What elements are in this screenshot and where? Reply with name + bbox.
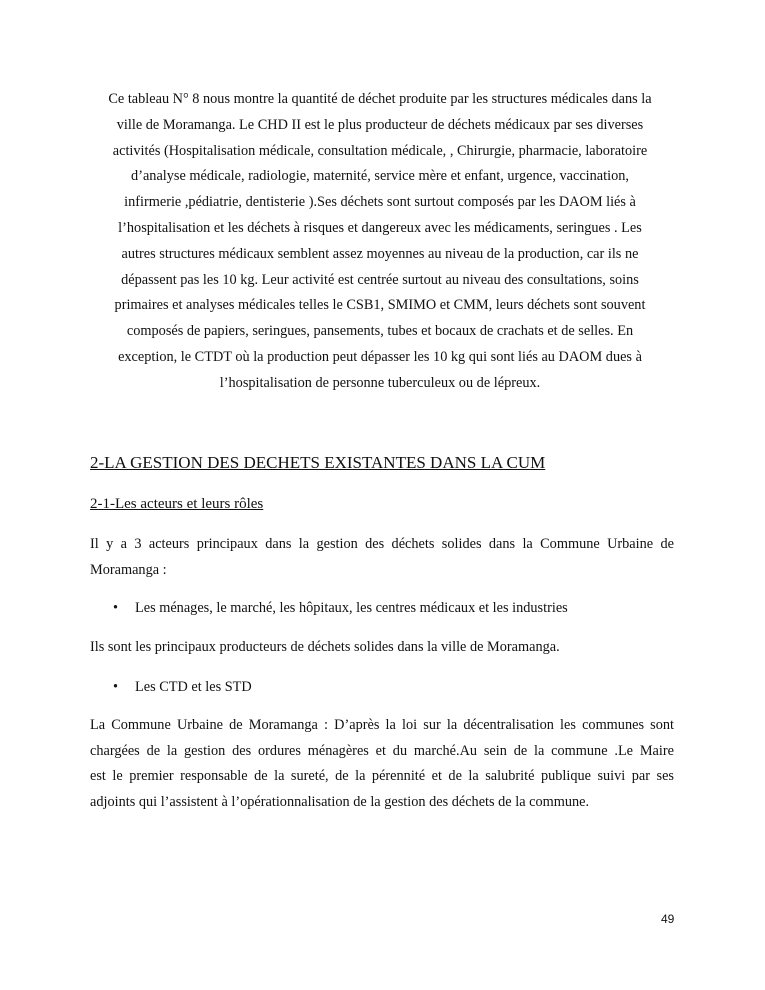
intro-line: l’hospitalisation de personne tuberculeux ou de lépreux. xyxy=(219,374,541,391)
bullet-item xyxy=(113,678,252,696)
intro-line: ville de Moramanga. Le CHD II est le plus producteur de déchets médicaux par ses diverses xyxy=(116,116,644,133)
bullet-item xyxy=(113,599,568,617)
bullet-text: Les CTD et les STD xyxy=(135,679,252,695)
intro-line: primaires et analyses médicales telles le CSB1, SMIMO et CMM, leurs déchets sont souvent xyxy=(114,297,646,314)
bullet-text: Les ménages, le marché, les hôpitaux, les centres médicaux et les industries xyxy=(135,600,568,616)
intro-line: activités (Hospitalisation médicale, consultation médicale, , Chirurgie, pharmacie, laboratoire xyxy=(112,142,648,159)
paragraph-line: est le premier responsable de la sureté, de la pérennité et de la salubrité publique suivi par ses xyxy=(90,768,674,784)
paragraph-line: Moramanga : xyxy=(90,562,167,578)
intro-line: composés de papiers, seringues, pansements, tubes et bocaux de crachats et de selles. En xyxy=(126,323,634,340)
intro-line: l’hospitalisation et les déchets à risques et dangereux avec les médicaments, seringues . Les xyxy=(118,220,642,236)
subsection-heading: 2-1-Les acteurs et leurs rôles xyxy=(90,496,264,512)
paragraph-line: Ils sont les principaux producteurs de déchets solides dans la ville de Moramanga. xyxy=(90,639,560,655)
paragraph-line: Il y a 3 acteurs principaux dans la gestion des déchets solides dans la Commune Urbaine de xyxy=(90,536,674,552)
intro-line: exception, le CTDT où la production peut dépasser les 10 kg qui sont liés au DAOM dues à xyxy=(118,349,642,365)
intro-line: dépassent pas les 10 kg. Leur activité est centrée surtout au niveau des consultations, soins xyxy=(121,271,639,288)
paragraph-line: La Commune Urbaine de Moramanga : D’après la loi sur la décentralisation les communes sont xyxy=(90,717,674,733)
intro-line: infirmerie ,pédiatrie, dentisterie ).Ses déchets sont surtout composés par les DAOM liés à xyxy=(124,194,636,211)
section-heading: 2-LA GESTION DES DECHETS EXISTANTES DANS LA CUM xyxy=(90,453,546,472)
intro-line: d’analyse médicale, radiologie, maternité, service mère et enfant, urgence, vaccination, xyxy=(131,168,629,185)
paragraph-line: chargées de la gestion des ordures ménagères et du marché.Au sein de la commune .Le Maire xyxy=(90,743,674,759)
bullet-icon: • xyxy=(113,600,119,616)
paragraph-line: adjoints qui l’assistent à l’opérationnalisation de la gestion des déchets de la commune. xyxy=(90,794,590,810)
intro-line: Ce tableau N° 8 nous montre la quantité de déchet produite par les structures médicales dans la xyxy=(108,91,652,107)
bullet-icon: • xyxy=(113,679,119,695)
intro-line: autres structures médicaux semblent assez moyennes au niveau de la production, car ils ne xyxy=(121,245,639,262)
page-number: 49 xyxy=(661,912,675,926)
